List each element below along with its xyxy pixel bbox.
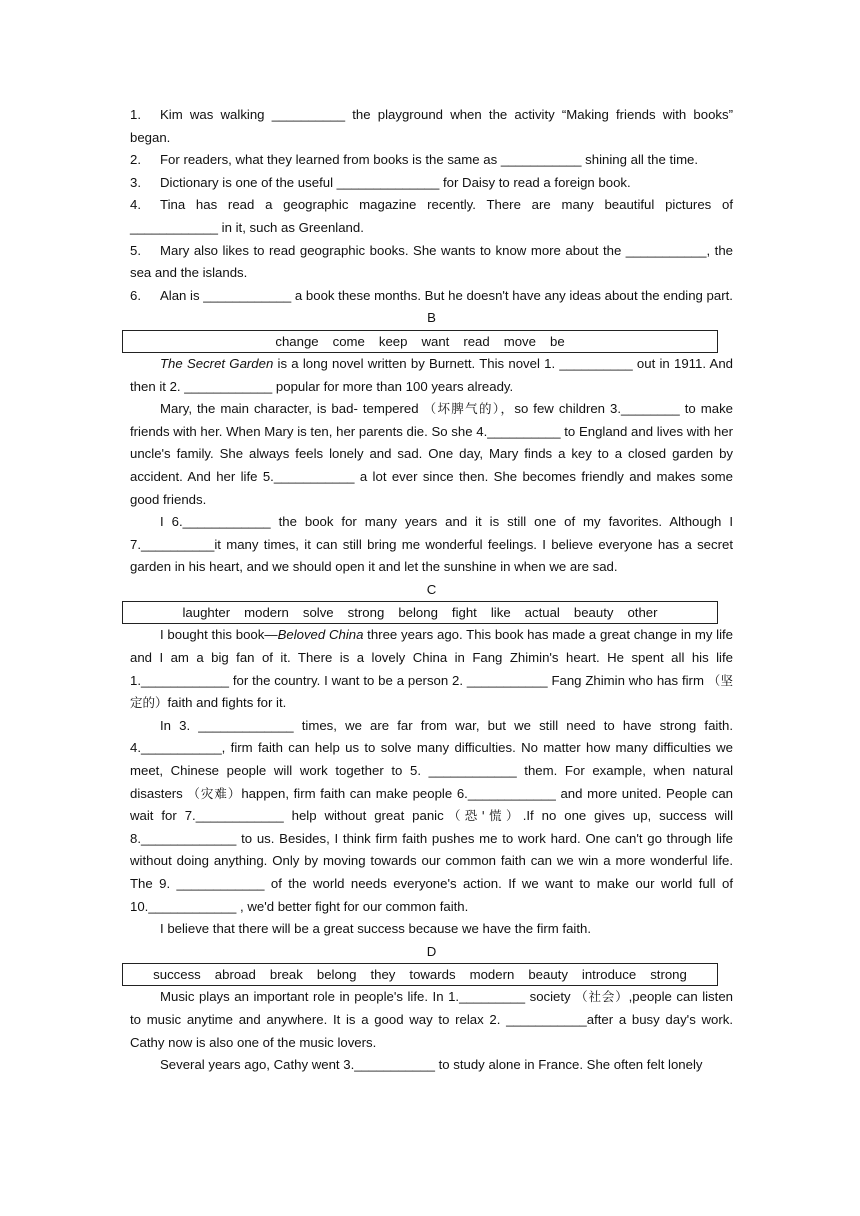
question-text: Kim was walking __________ the playground when the activity “Making friends with books” began.: [130, 107, 733, 145]
word-bank-word: introduce: [581, 967, 637, 983]
question-6: [130, 285, 733, 308]
word-bank-word: success: [153, 967, 201, 983]
passage-d-paragraph-2: Several years ago, Cathy went 3.___________ to study alone in France. She often felt lonely: [160, 1057, 703, 1073]
word-bank-word: they: [370, 967, 396, 983]
word-bank-word: belong: [316, 967, 357, 983]
paragraph-text: Mary, the main character, is bad- tempered: [160, 401, 424, 417]
word-bank-word: modern: [469, 967, 515, 983]
question-3: [130, 172, 733, 195]
passage-c-paragraph-3: I believe that there will be a great success because we have the firm faith.: [160, 921, 592, 937]
word-bank-word: other: [627, 605, 658, 621]
word-bank-word: solve: [302, 605, 334, 621]
word-bank-word: abroad: [214, 967, 256, 983]
paragraph-text: Music plays an important role in people's life. In 1._________ society: [160, 989, 576, 1005]
word-bank-word: strong: [650, 967, 687, 983]
word-bank-d: [122, 963, 718, 986]
question-number: 3.: [130, 174, 141, 190]
word-bank-word: read: [463, 333, 490, 349]
paragraph-text: happen, firm faith can make people 6.____________ and more united. People can wait for 7.____________ help without great panic: [130, 785, 733, 824]
question-text: Alan is ____________ a book these months. But he doesn't have any ideas about the ending part.: [160, 287, 733, 303]
word-bank-word: change: [275, 333, 319, 349]
passage-c-paragraph-1: [130, 624, 733, 714]
question-1: [130, 104, 733, 149]
word-bank-word: beauty: [528, 967, 568, 983]
question-number: 2.: [130, 152, 141, 168]
word-bank-word: come: [332, 333, 365, 349]
question-5: [130, 240, 733, 285]
worksheet: [130, 104, 733, 1077]
word-bank-word: break: [269, 967, 303, 983]
word-bank-word: like: [490, 605, 511, 621]
section-c-label: C: [426, 581, 437, 597]
paragraph-text: faith and fights for it.: [167, 695, 287, 711]
passage-b-paragraph-1: [130, 353, 733, 398]
paragraph-text: In 3. _____________ times, we are far from war, but we still need to have strong faith. 4.___________, firm faith can help us to solve many difficulties. No matter how many difficulties we meet, Chinese people will work together to 5. ____________ them. For example, when natural disasters: [130, 717, 733, 801]
paragraph-text: I bought this book—: [160, 627, 278, 643]
question-text: Tina has read a geographic magazine recently. There are many beautiful pictures of ____________ in it, such as Greenland.: [130, 197, 733, 235]
paragraph-text: .If no one gives up, success will 8._____________ to us. Besides, I think firm faith pushes me to work hard. One can't go through life without doing anything. Only by moving towards our common faith can we win a more wonderful life. The 9. ____________ of the world needs everyone's action. If we want to make our world full of 10.____________ , we'd better fight for our common faith.: [130, 808, 734, 914]
question-text: Dictionary is one of the useful ______________ for Daisy to read a foreign book.: [160, 174, 631, 190]
word-bank-word: actual: [524, 605, 560, 621]
word-bank-word: modern: [244, 605, 289, 621]
word-bank-word: towards: [409, 967, 456, 983]
chinese-gloss: （社会）: [575, 989, 629, 1005]
word-bank-word: laughter: [182, 605, 231, 621]
question-number: 5.: [130, 242, 141, 258]
book-title: Beloved China: [277, 627, 364, 643]
word-bank-b: [122, 330, 718, 353]
section-b-label: B: [427, 310, 436, 326]
word-bank-word: keep: [378, 333, 408, 349]
word-bank-word: fight: [451, 605, 477, 621]
word-bank-word: beauty: [573, 605, 614, 621]
word-bank-word: belong: [398, 605, 438, 621]
word-bank-word: be: [549, 333, 565, 349]
question-number: 1.: [130, 107, 141, 122]
section-d-label: D: [426, 943, 437, 959]
book-title: The Secret Garden: [160, 355, 274, 371]
passage-c-paragraph-2: [130, 715, 733, 918]
chinese-gloss: （恐'慌）: [443, 808, 523, 824]
word-bank-word: want: [421, 333, 450, 349]
chinese-gloss: （坚定的）: [130, 672, 733, 711]
question-text: Mary also likes to read geographic books. She wants to know more about the ___________, the sea and the islands.: [130, 242, 733, 281]
passage-d-paragraph-1: [130, 986, 733, 1054]
paragraph-text: ,people can listen to music anytime and anywhere. It is a good way to relax 2. ___________after a busy day's work. Cathy now is also one of the music lovers.: [130, 989, 733, 1050]
question-4: [130, 194, 733, 239]
paragraph-text: is a long novel written by Burnett. This novel 1. __________ out in 1911. And then it 2. ____________ popular for more than 100 years already.: [130, 355, 733, 394]
question-number: 6.: [130, 287, 141, 303]
question-number: 4.: [130, 197, 141, 213]
passage-b-paragraph-2: [130, 398, 733, 511]
word-bank-word: strong: [347, 605, 385, 621]
word-bank-word: move: [503, 333, 536, 349]
question-text: For readers, what they learned from books is the same as ___________ shining all the time.: [160, 152, 699, 168]
paragraph-text: three years ago. This book has made a great change in my life and I am a big fan of it. There is a lovely China in Fang Zhimin's heart. He spent all his life 1.____________ for the country. I want to be a person 2. ___________ Fang Zhimin who has firm: [130, 627, 734, 688]
chinese-gloss: （灾难）: [187, 785, 242, 801]
passage-b-paragraph-3: I 6.____________ the book for many years and it is still one of my favorites. Although I 7.__________it many times, it can still bring me wonderful feelings. I believe everyone has a secret garden in his heart, and we should open it and let the sunshine in when we are sad.: [130, 514, 733, 575]
question-2: [130, 149, 733, 172]
paragraph-text: so few children 3.________ to make friends with her. When Mary is ten, her parents die. So she 4.__________ to England and lives with her uncle's family. She always feels lonely and sad. One day, Mary finds a key to a closed garden by accident. And her life 5.___________ a lot ever since then. She becomes friendly and makes some good friends.: [130, 401, 733, 507]
part-a-questions: [130, 104, 733, 307]
chinese-gloss: （坏脾气的），: [423, 401, 515, 417]
word-bank-c: [122, 601, 718, 624]
